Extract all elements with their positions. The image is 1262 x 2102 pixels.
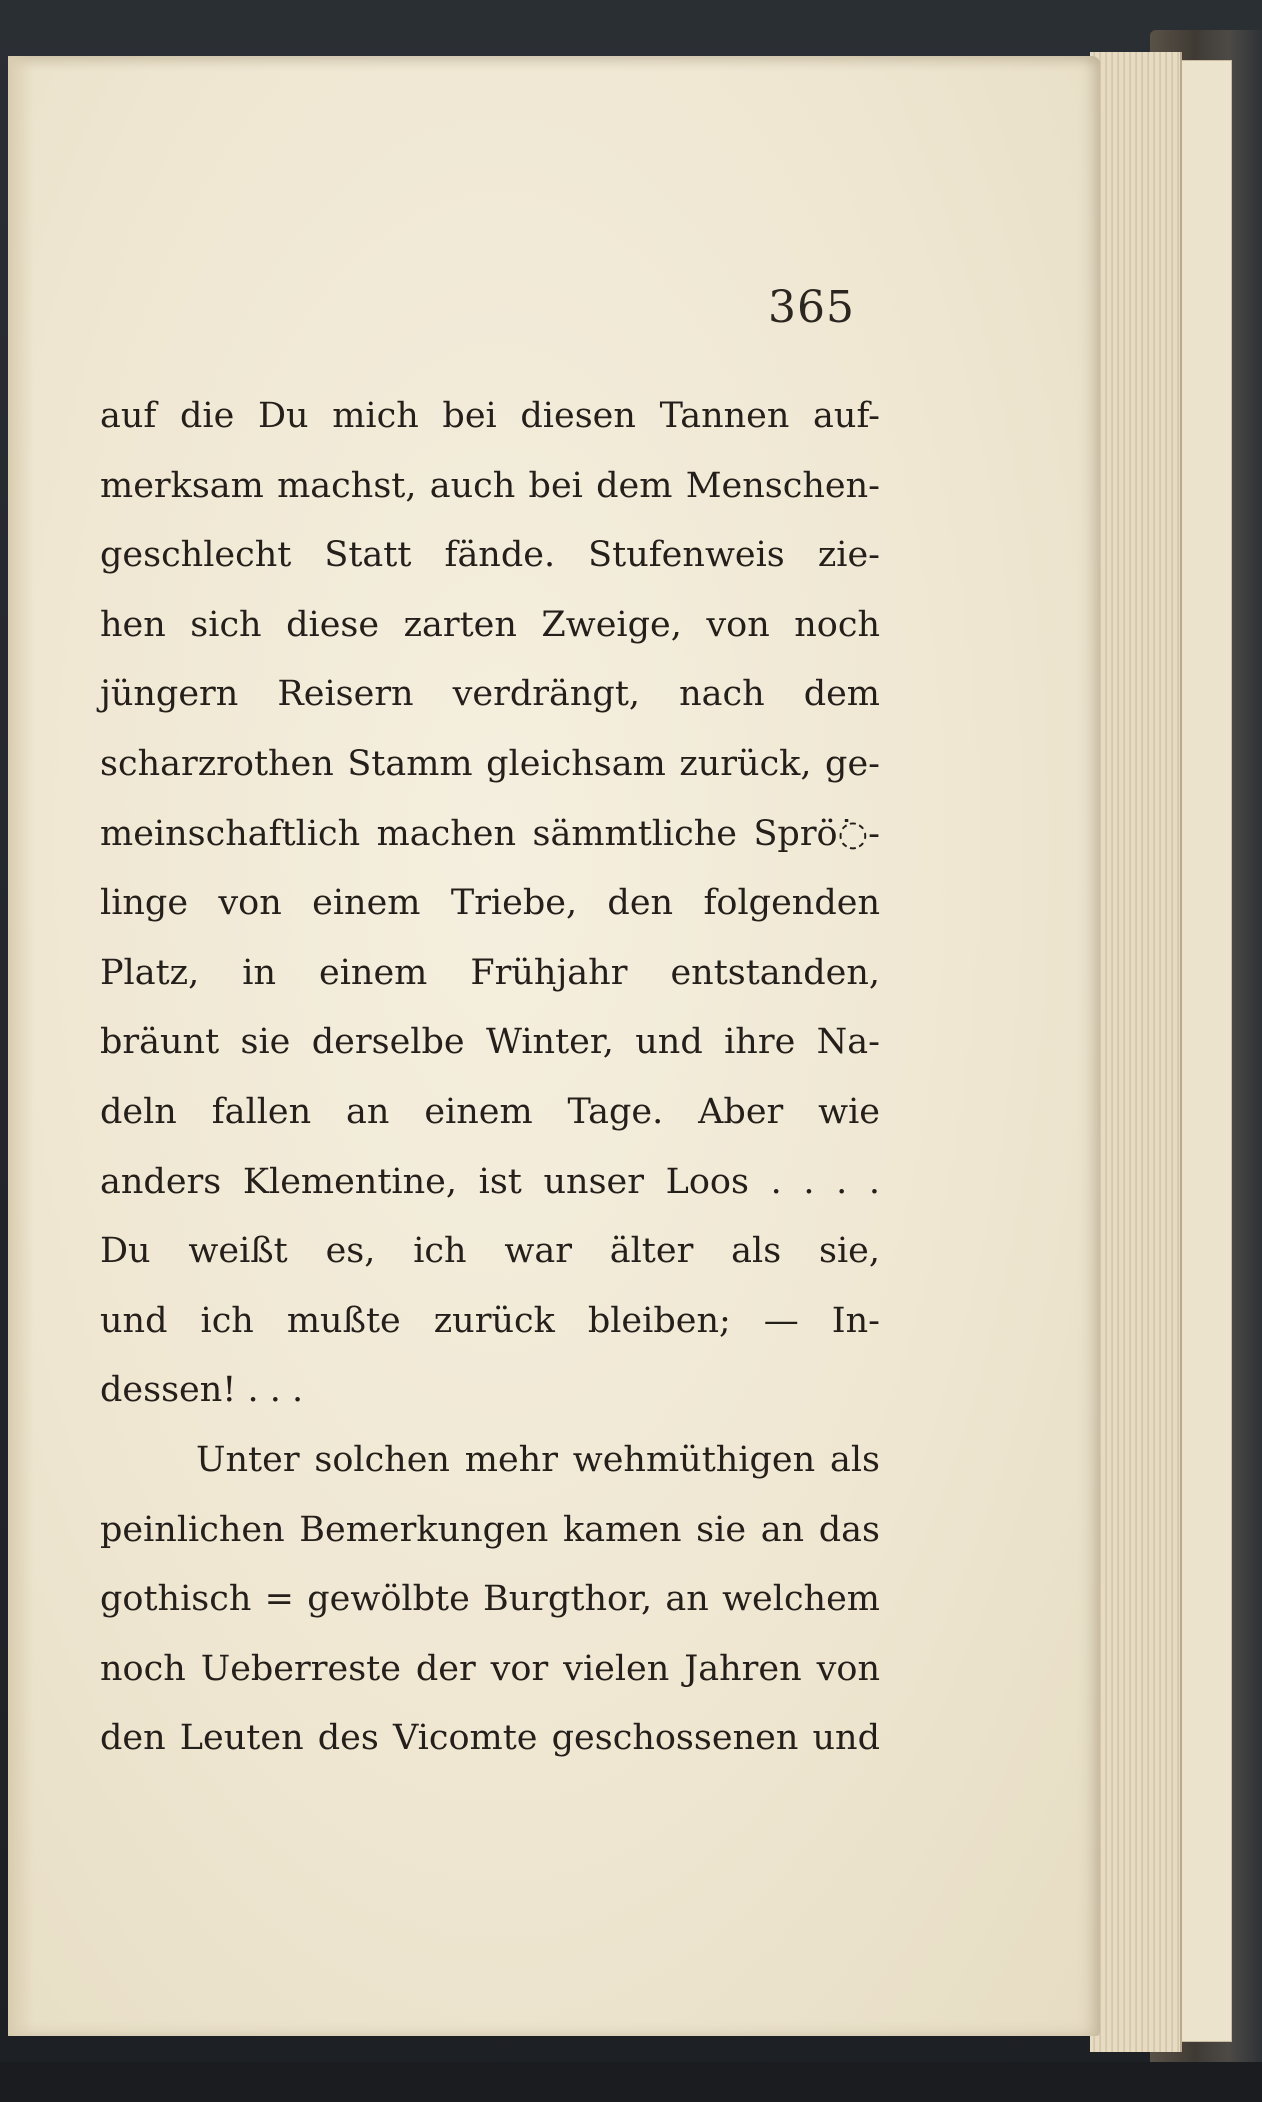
scan-border xyxy=(0,2062,1262,2102)
text-line: bräunt sie derselbe Winter, und ihre Na- xyxy=(100,1022,880,1063)
text-line: Du weißt es, ich war älter als sie, xyxy=(100,1231,880,1272)
text-line: Platz, in einem Frühjahr entstanden, xyxy=(100,952,880,993)
text-line: Unter solchen mehr wehmüthigen als xyxy=(196,1439,880,1480)
text-line: dessen! . . . xyxy=(100,1370,304,1411)
text-line: auf die Du mich bei diesen Tannen auf- xyxy=(100,396,880,436)
page-number: 365 xyxy=(768,282,855,333)
text-line: merksam machst, auch bei dem Menschen- xyxy=(100,465,880,506)
page-edges xyxy=(1090,52,1182,2052)
text-line: geschlecht Statt fände. Stufenweis zie- xyxy=(100,535,880,576)
text-line: den Leuten des Vicomte geschossenen und xyxy=(100,1718,880,1759)
text-line: meinschaftlich machen sämmtliche Sprö߭- xyxy=(100,813,880,854)
text-line: und ich mußte zurück bleiben; — In- xyxy=(100,1300,880,1341)
text-line: peinlichen Bemerkungen kamen sie an das xyxy=(100,1509,880,1550)
text-line: deln fallen an einem Tage. Aber wie xyxy=(100,1091,880,1132)
body-text xyxy=(100,382,880,1774)
page-gutter xyxy=(8,56,34,2036)
text-line: scharzrothen Stamm gleichsam zurück, ge- xyxy=(100,743,880,784)
text-line: gothisch = gewölbte Burgthor, an welchem xyxy=(100,1579,880,1620)
text-line: noch Ueberreste der vor vielen Jahren von xyxy=(100,1648,880,1689)
text-line: hen sich diese zarten Zweige, von noch xyxy=(100,604,880,645)
text-line: jüngern Reisern verdrängt, nach dem xyxy=(100,674,880,715)
text-line: anders Klementine, ist unser Loos . . . . xyxy=(100,1161,880,1202)
text-line: linge von einem Triebe, den folgenden xyxy=(100,883,880,924)
